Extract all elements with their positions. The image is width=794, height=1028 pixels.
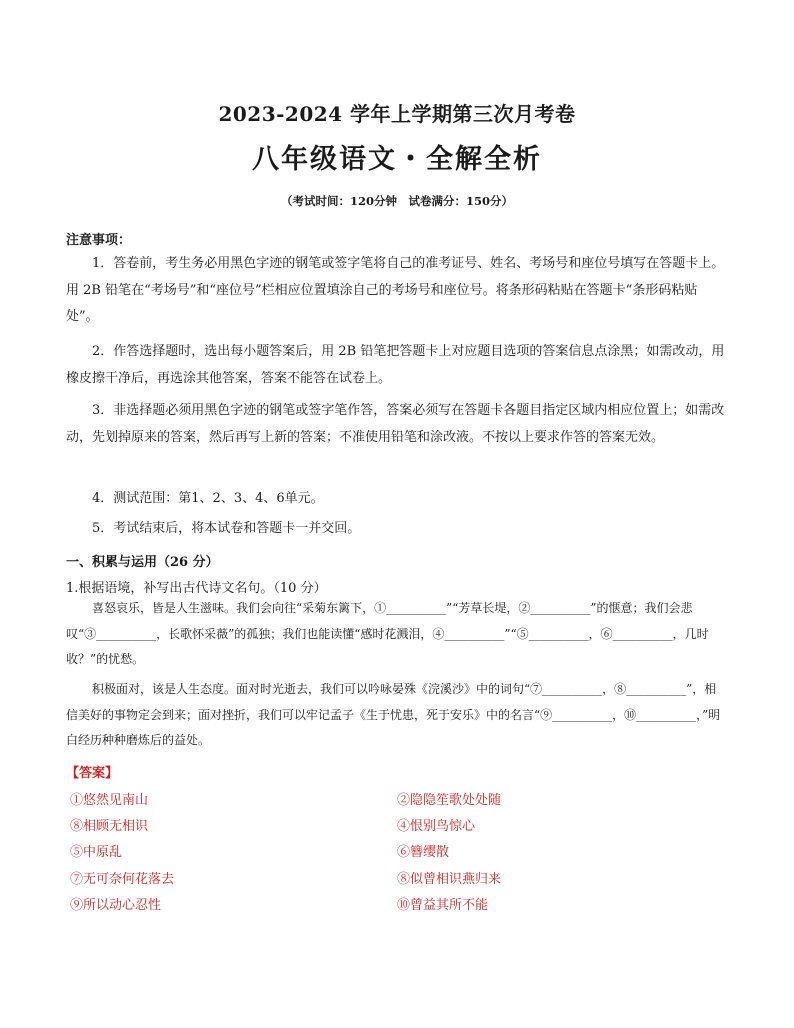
exam-info: （考试时间：120分钟 试卷满分：150分） <box>280 194 513 208</box>
notice-item-2: 2．作答选择题时，选出每小题答案后，用 2B 铅笔把答题卡上对应题目选项的答案信息点涂黑；如需改动，用橡皮擦干净后，再选涂其他答案，答案不能答在试卷上。 <box>66 344 725 386</box>
answer-item: ⑦无可奈何花落去 <box>70 872 175 887</box>
answer-item: ⑧似曾相识燕归来 <box>397 872 502 887</box>
answer-item: ⑤中原乱 <box>70 845 123 860</box>
answer-heading: 【答案】 <box>66 766 119 781</box>
answer-item: ①悠然见南山 <box>70 793 149 808</box>
answer-item: ⑥簪缨散 <box>397 845 450 860</box>
question-1-passage-1: 喜怒哀乐，皆是人生滋味。我们会向往“采菊东篱下，①__________”“芳草长堤，②__________”的惬意；我们会悲叹“③__________，长歌怀采薇”的孤独；我们也能读懂“感时花溅泪，④__________”“⑤__________，⑥__________，几时收？”的忧愁。 <box>66 601 709 666</box>
section-heading: 一、积累与运用（26 分） <box>66 555 219 570</box>
question-1-passage-2: 积极面对，该是人生态度。面对时光逝去，我们可以吟咏晏殊《浣溪沙》中的词句“⑦__________，⑧__________”，相信美好的事物定会到来；面对挫折，我们可以牢记孟子《生于忧患，死于安乐》中的名言“⑨__________，⑩__________，”明白经历种种磨炼后的益处。 <box>66 682 721 747</box>
notice-item-4: 4．测试范围：第1、2、3、4、6单元。 <box>92 491 324 506</box>
exam-subject-title: 八年级语文・全解全析 <box>252 144 542 175</box>
answer-item: ④恨别鸟惊心 <box>397 819 476 834</box>
notice-item-3: 3．非选择题必须用黑色字迹的钢笔或签字笔作答，答案必须写在答题卡各题目指定区域内相应位置上；如需改动，先划掉原来的答案，然后再写上新的答案；不准使用铅笔和涂改液。不按以上要求作答的答案无效。 <box>66 403 725 445</box>
answer-item: ⑨所以动心忍性 <box>70 898 162 913</box>
notice-item-5: 5．考试结束后，将本试卷和答题卡一并交回。 <box>92 521 361 536</box>
exam-title: 2023-2024 学年上学期第三次月考卷 <box>218 102 576 126</box>
notice-heading: 注意事项： <box>66 233 132 248</box>
answer-item: ⑩曾益其所不能 <box>397 898 489 913</box>
question-1-prompt: 1.根据语境，补写出古代诗文名句。（10 分） <box>66 581 327 596</box>
answer-item: ②隐隐笙歌处处随 <box>397 793 502 808</box>
answer-item: ⑧相顾无相识 <box>70 819 149 834</box>
notice-item-1: 1．答卷前，考生务必用黑色字迹的钢笔或签字笔将自己的准考证号、姓名、考场号和座位号填写在答题卡上。用 2B 铅笔在“考场号”和“座位号”栏相应位置填涂自己的考场号和座位号。将条形码粘贴在答题卡“条形码粘贴处”。 <box>66 256 725 324</box>
